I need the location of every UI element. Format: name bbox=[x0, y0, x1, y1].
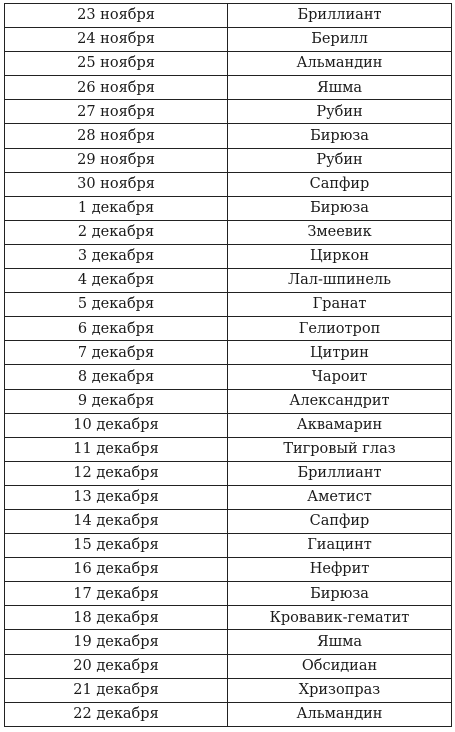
table-row bbox=[5, 220, 452, 244]
stone-cell: Аметист bbox=[228, 485, 452, 509]
stone-cell: Гранат bbox=[228, 293, 452, 317]
date-cell: 27 ноября bbox=[5, 100, 228, 124]
date-cell: 15 декабря bbox=[5, 534, 228, 558]
date-cell: 2 декабря bbox=[5, 220, 228, 244]
date-cell: 28 ноября bbox=[5, 124, 228, 148]
stone-cell: Бриллиант bbox=[228, 4, 452, 28]
stone-cell: Тигровый глаз bbox=[228, 437, 452, 461]
date-cell: 11 декабря bbox=[5, 437, 228, 461]
table-row bbox=[5, 52, 452, 76]
table-row bbox=[5, 124, 452, 148]
date-cell: 29 ноября bbox=[5, 148, 228, 172]
date-cell: 18 декабря bbox=[5, 606, 228, 630]
date-cell: 4 декабря bbox=[5, 269, 228, 293]
date-cell: 22 декабря bbox=[5, 702, 228, 726]
stone-cell: Лал-шпинель bbox=[228, 269, 452, 293]
stone-cell: Нефрит bbox=[228, 558, 452, 582]
stone-cell: Аквамарин bbox=[228, 413, 452, 437]
date-cell: 19 декабря bbox=[5, 630, 228, 654]
date-cell: 23 ноября bbox=[5, 4, 228, 28]
date-cell: 17 декабря bbox=[5, 582, 228, 606]
date-cell: 5 декабря bbox=[5, 293, 228, 317]
stone-cell: Альмандин bbox=[228, 52, 452, 76]
table-row bbox=[5, 100, 452, 124]
table-row bbox=[5, 389, 452, 413]
table-row bbox=[5, 28, 452, 52]
date-cell: 21 декабря bbox=[5, 678, 228, 702]
date-cell: 10 декабря bbox=[5, 413, 228, 437]
birthstone-table bbox=[4, 3, 452, 727]
stone-cell: Бриллиант bbox=[228, 461, 452, 485]
table-row bbox=[5, 534, 452, 558]
date-cell: 8 декабря bbox=[5, 365, 228, 389]
table-row bbox=[5, 317, 452, 341]
table-row bbox=[5, 196, 452, 220]
date-cell: 1 декабря bbox=[5, 196, 228, 220]
date-cell: 9 декабря bbox=[5, 389, 228, 413]
date-cell: 16 декабря bbox=[5, 558, 228, 582]
stone-cell: Сапфир bbox=[228, 509, 452, 533]
date-cell: 24 ноября bbox=[5, 28, 228, 52]
date-cell: 14 декабря bbox=[5, 509, 228, 533]
table-row bbox=[5, 582, 452, 606]
date-cell: 30 ноября bbox=[5, 172, 228, 196]
stone-cell: Обсидиан bbox=[228, 654, 452, 678]
table-row bbox=[5, 509, 452, 533]
stone-cell: Чароит bbox=[228, 365, 452, 389]
stone-cell: Цитрин bbox=[228, 341, 452, 365]
stone-cell: Хризопраз bbox=[228, 678, 452, 702]
table-row bbox=[5, 4, 452, 28]
stone-cell: Альмандин bbox=[228, 702, 452, 726]
stone-cell: Гиацинт bbox=[228, 534, 452, 558]
table-row bbox=[5, 654, 452, 678]
table-row bbox=[5, 606, 452, 630]
table-row bbox=[5, 461, 452, 485]
table-row bbox=[5, 293, 452, 317]
date-cell: 6 декабря bbox=[5, 317, 228, 341]
date-cell: 25 ноября bbox=[5, 52, 228, 76]
stone-cell: Рубин bbox=[228, 100, 452, 124]
stone-cell: Кровавик-гематит bbox=[228, 606, 452, 630]
table-row bbox=[5, 558, 452, 582]
date-cell: 7 декабря bbox=[5, 341, 228, 365]
stone-cell: Александрит bbox=[228, 389, 452, 413]
stone-cell: Яшма bbox=[228, 630, 452, 654]
table-row bbox=[5, 244, 452, 268]
table-row bbox=[5, 485, 452, 509]
table-row bbox=[5, 365, 452, 389]
stone-cell: Сапфир bbox=[228, 172, 452, 196]
stone-cell: Рубин bbox=[228, 148, 452, 172]
date-cell: 20 декабря bbox=[5, 654, 228, 678]
stone-cell: Бирюза bbox=[228, 582, 452, 606]
table-row bbox=[5, 437, 452, 461]
stone-cell: Гелиотроп bbox=[228, 317, 452, 341]
table-row bbox=[5, 341, 452, 365]
table-row bbox=[5, 148, 452, 172]
date-cell: 26 ноября bbox=[5, 76, 228, 100]
date-cell: 3 декабря bbox=[5, 244, 228, 268]
stone-cell: Берилл bbox=[228, 28, 452, 52]
table-body bbox=[5, 4, 452, 727]
stone-cell: Змеевик bbox=[228, 220, 452, 244]
table-row bbox=[5, 702, 452, 726]
table-row bbox=[5, 76, 452, 100]
stone-cell: Яшма bbox=[228, 76, 452, 100]
table-row bbox=[5, 172, 452, 196]
table-row bbox=[5, 678, 452, 702]
stone-cell: Циркон bbox=[228, 244, 452, 268]
table-row bbox=[5, 630, 452, 654]
date-cell: 12 декабря bbox=[5, 461, 228, 485]
table-row bbox=[5, 269, 452, 293]
stone-cell: Бирюза bbox=[228, 196, 452, 220]
date-cell: 13 декабря bbox=[5, 485, 228, 509]
table-row bbox=[5, 413, 452, 437]
stone-cell: Бирюза bbox=[228, 124, 452, 148]
